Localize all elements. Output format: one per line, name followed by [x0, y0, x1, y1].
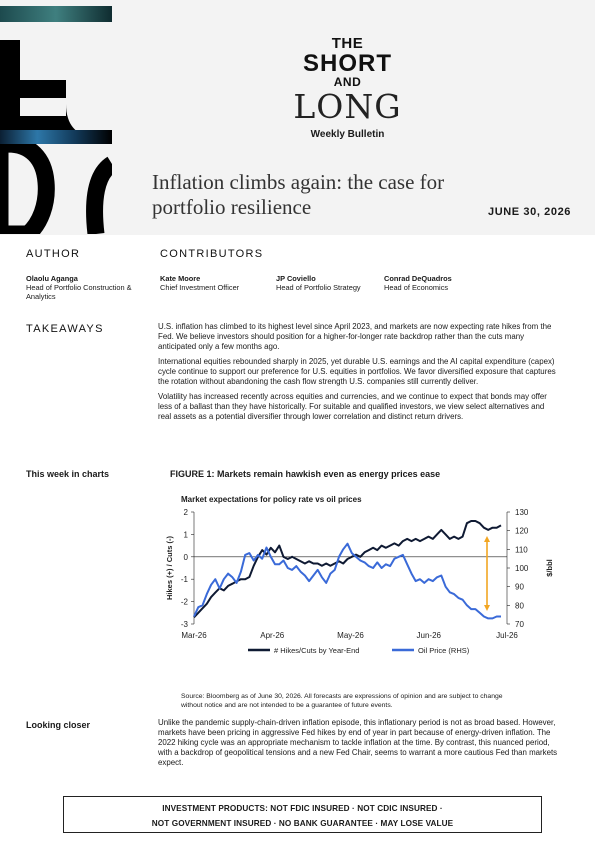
brand-logo-graphic — [0, 24, 112, 234]
right-axis-title: $/bbl — [545, 559, 554, 577]
looking-closer-text: Unlike the pandemic supply-chain-driven inflation episode, this inflationary period is not as broad based. However, markets have been pricing in aggressive Fed hikes by end of year in part because of energy-driven inflation. The 2022 hiking cycle was an appropriate mechanism to tackle inflation at the time. By contrast, this nuanced period, with a backdrop of geopolitical tensions and a new Fed Chair, seems to warrant a more cautious Fed than markets expect. — [158, 718, 558, 767]
person-name: Kate Moore — [160, 274, 201, 283]
publication-date: JUNE 30, 2026 — [488, 206, 572, 218]
x-tick-label: Apr-26 — [260, 631, 285, 640]
policy-vs-oil-chart — [160, 500, 560, 688]
left-tick-label: -3 — [180, 620, 188, 629]
masthead — [240, 36, 455, 140]
charts-section-label: This week in charts — [26, 469, 110, 479]
person-name: Conrad DeQuadros — [384, 274, 452, 283]
publication-subtitle: Weekly Bulletin — [310, 129, 385, 140]
investment-disclaimer-box — [63, 796, 542, 833]
takeaway-paragraph: International equities rebounded sharply in 2025, yet durable U.S. earnings and the AI capital expenditure (capex) cycle continue to support our preference for U.S. equities in portfolios. We favor diversified exposure that captures the rotation without abandoning the cash flow strength U.S. companies still currently deliver. — [158, 357, 556, 386]
left-tick-label: -1 — [180, 575, 188, 585]
decorative-image-strip — [0, 130, 112, 144]
x-tick-label: Jun-26 — [416, 631, 441, 640]
annotation-arrow-head — [484, 605, 490, 611]
x-tick-label: Mar-26 — [181, 631, 207, 640]
masthead-line: THE — [331, 35, 364, 52]
masthead-line: LONG — [293, 87, 402, 126]
person-title: Chief Investment Officer — [160, 283, 240, 292]
left-tick-label: -2 — [180, 597, 188, 607]
right-tick-label: 100 — [515, 564, 529, 573]
left-tick-label: 2 — [183, 508, 188, 517]
takeaway-paragraph: Volatility has increased recently across equities and currencies, and we continue to expect that bonds may offer less of a ballast than they have historically. For suitable and qualified investors, we view select alternatives and real assets as a potential diversifier through lower correlation and distinct return drivers. — [158, 392, 547, 421]
takeaways-body — [158, 322, 558, 427]
x-tick-label: Jul-26 — [496, 631, 518, 640]
person-title: Head of Economics — [384, 283, 449, 292]
masthead-line: SHORT — [303, 50, 392, 77]
left-tick-label: 1 — [183, 530, 188, 540]
left-axis-title: Hikes (+) / Cuts (-) — [165, 536, 174, 600]
takeaways-heading: TAKEAWAYS — [26, 323, 104, 335]
chart-subtitle: Market expectations for policy rate vs oil prices — [181, 495, 362, 504]
right-tick-label: 70 — [515, 620, 524, 629]
chart-source-note: Source: Bloomberg as of June 30, 2026. All forecasts are expressions of opinion and are subject to change without notice and are not intended to be a guarantee of future events. — [181, 693, 503, 709]
disclaimer-line: INVESTMENT PRODUCTS: NOT FDIC INSURED · NOT CDIC INSURED · — [162, 804, 443, 813]
person-title: Head of Portfolio Construction & Analytics — [26, 283, 132, 301]
legend-label: # Hikes/Cuts by Year-End — [274, 646, 360, 655]
right-tick-label: 110 — [515, 545, 528, 555]
disclaimer-line: NOT GOVERNMENT INSURED · NO BANK GUARANTEE · MAY LOSE VALUE — [151, 819, 454, 828]
article-headline: Inflation climbs again: the case for portfolio resilience — [152, 170, 445, 219]
annotation-arrow-head — [484, 536, 490, 542]
contributor-entry — [160, 274, 270, 292]
person-name: JP Coviello — [276, 274, 316, 283]
right-tick-label: 90 — [515, 582, 524, 592]
takeaway-paragraph: U.S. inflation has climbed to its highest level since April 2023, and markets are now expecting rate hikes from the Fed. We believe investors should position for a higher-for-longer rate backdrop rather than the cuts many anticipated only a few months ago. — [158, 322, 552, 351]
contributors-heading: CONTRIBUTORS — [160, 248, 264, 260]
looking-closer-label: Looking closer — [26, 720, 91, 730]
right-tick-label: 80 — [515, 601, 524, 611]
masthead-line: AND — [333, 75, 362, 89]
right-tick-label: 120 — [515, 526, 529, 536]
x-tick-label: May-26 — [337, 631, 364, 640]
right-tick-label: 130 — [515, 508, 529, 517]
series-line — [194, 544, 501, 619]
author-heading: AUTHOR — [26, 248, 81, 260]
series-line — [194, 521, 501, 617]
legend-label: Oil Price (RHS) — [418, 646, 470, 655]
contributor-entry — [276, 274, 386, 292]
left-tick-label: 0 — [183, 552, 188, 562]
person-name: Olaolu Aganga — [26, 274, 78, 283]
author-entry — [26, 274, 146, 301]
person-title: Head of Portfolio Strategy — [276, 283, 361, 292]
decorative-image-strip — [0, 6, 112, 22]
figure-title: FIGURE 1: Markets remain hawkish even as energy prices ease — [170, 469, 441, 479]
contributor-entry — [384, 274, 494, 292]
